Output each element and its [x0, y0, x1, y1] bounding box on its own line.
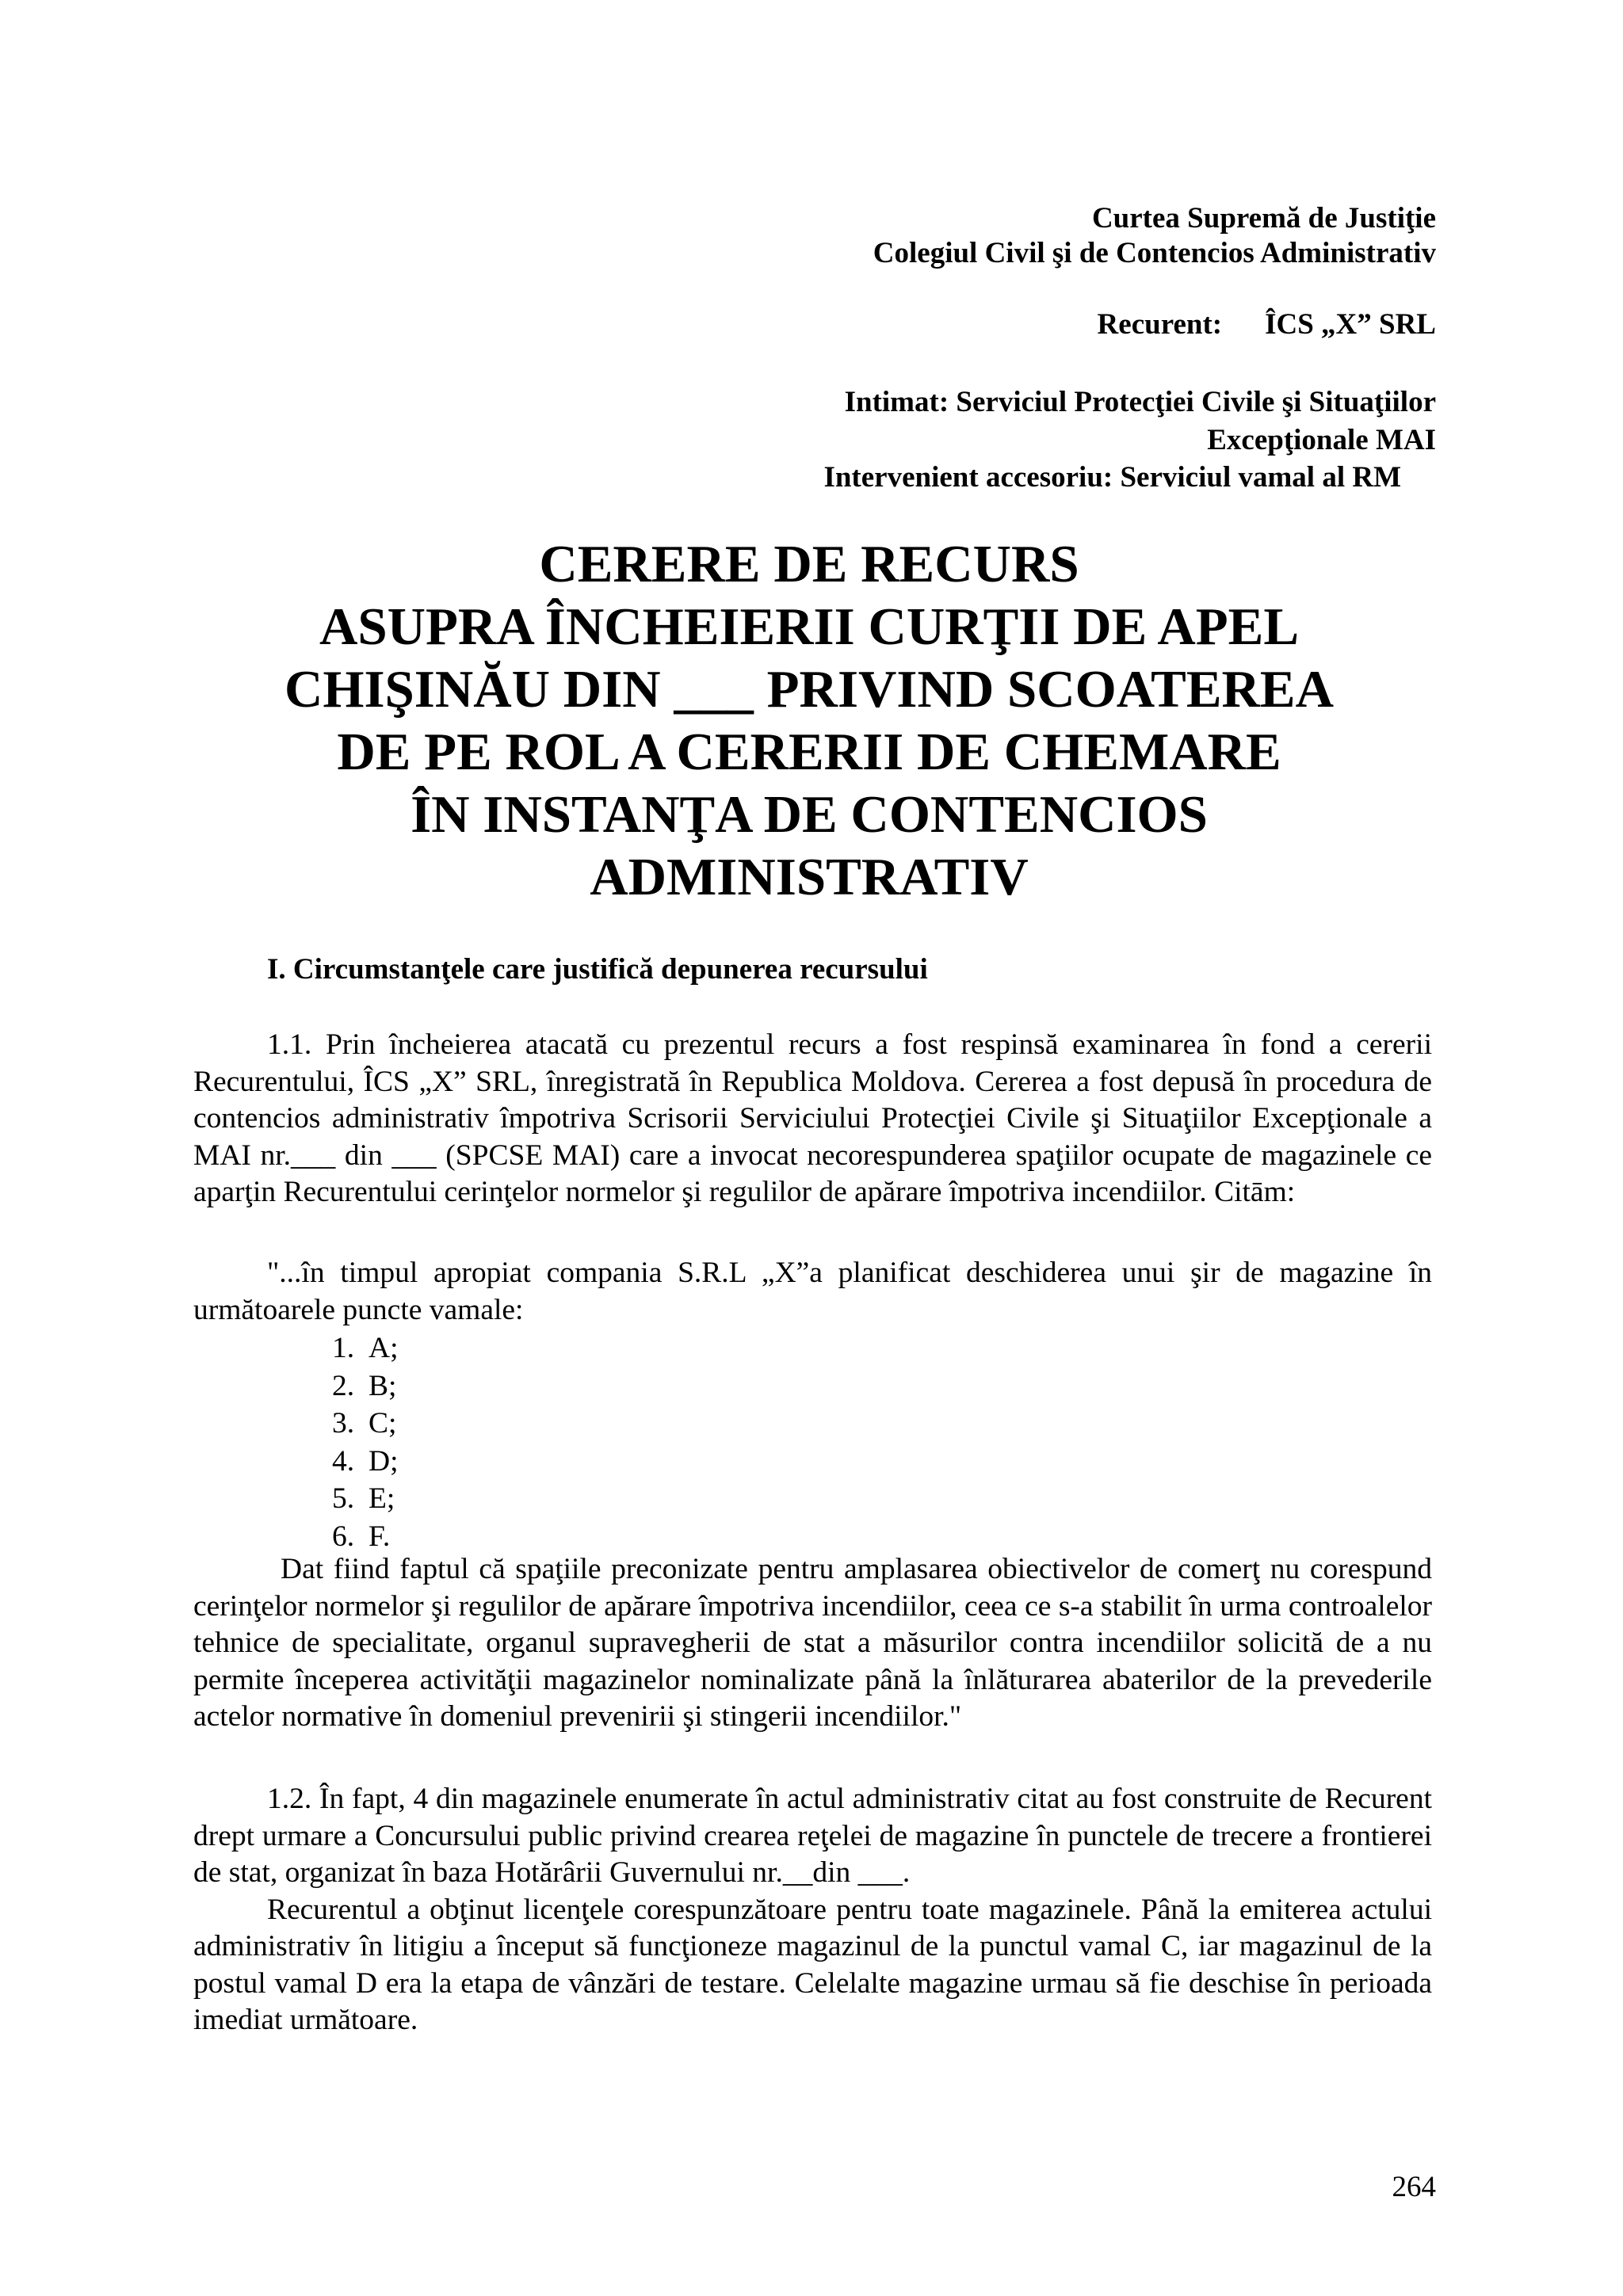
title-line: ÎN INSTANŢA DE CONTENCIOS — [411, 785, 1208, 844]
college-name: Colegiul Civil şi de Contencios Administrativ — [873, 237, 1436, 269]
respondent-line-1: Intimat: Serviciul Protecţiei Civile şi Situaţiilor — [844, 386, 1436, 418]
page-number: 264 — [1392, 2171, 1436, 2203]
list-item: 5. E; — [332, 1482, 395, 1515]
title-line: ASUPRA ÎNCHEIERII CURŢII DE APEL — [319, 597, 1300, 656]
paragraph-1-1: 1.1. Prin încheierea atacată cu prezentul recurs a fost respinsă examinarea în fond a cererii Recurentului, ÎCS „X” SRL, înregistrată în Republica Moldova. Cererea a fost depusă în procedura de contencios administrativ împotriva Scrisorii Serviciului Protecţiei Civile şi Situaţiilor Excepţionale a MAI nr.___ din ___ (SPCSE MAI) care a invocat necorespunderea spaţiilor ocupate de magazinele ce aparţin Recurentului cerinţelor normelor şi regulilor de apărare împotriva incendiilor. Citām: — [193, 1028, 1432, 1208]
paragraph-1-1-block — [193, 1027, 1432, 1211]
quote-intro: "...în timpul apropiat compania S.R.L „X”a planificat deschiderea unui şir de magazine în următoarele puncte vamale: — [193, 1257, 1432, 1326]
paragraph-1-2-continuation: Recurentul a obţinut licenţele corespunzătoare pentru toate magazinele. Până la emiterea actului administrativ în litigiu a început să funcţioneze magazinul de la punctul vamal C, iar magazinul de la postul vamal D era la etapa de vânzări de testare. Celelalte magazine urmau să fie deschise în perioada imediat următoare. — [193, 1893, 1432, 2036]
appellant-value: ÎCS „X” SRL — [1265, 308, 1436, 341]
paragraph-1-2-block — [193, 1781, 1432, 2039]
appellant-line — [1098, 306, 1436, 344]
list-item: 3. C; — [332, 1407, 397, 1440]
respondent-line-2: Excepţionale MAI — [1207, 424, 1436, 456]
title-line: DE PE ROL A CERERII DE CHEMARE — [337, 723, 1281, 781]
title-line: ADMINISTRATIV — [590, 848, 1029, 906]
list-item: 1. A; — [332, 1332, 399, 1364]
document-title — [182, 533, 1436, 909]
customs-points-list — [332, 1329, 399, 1555]
appellant-label: Recurent: — [1097, 308, 1223, 341]
section-heading: I. Circumstanţele care justifică depunerea recursului — [267, 953, 928, 986]
list-item: 4. D; — [332, 1444, 399, 1478]
court-name: Curtea Supremă de Justiţie — [1091, 202, 1436, 235]
title-line: CERERE DE RECURS — [539, 535, 1079, 593]
title-line: CHIŞINĂU DIN ___ PRIVIND SCOATEREA — [284, 660, 1335, 719]
list-item: 6. F. — [332, 1520, 391, 1553]
paragraph-1-2: 1.2. În fapt, 4 din magazinele enumerate în actul administrativ citat au fost construite de Recurent drept urmare a Concursului public privind crearea reţelei de magazine în punctele de trecere a frontierei de stat, organizat în baza Hotărârii Guvernului nr.__din ___. — [193, 1783, 1432, 1889]
quote-continuation: Dat fiind faptul că spaţiile preconizate pentru amplasarea obiectivelor de comerţ nu corespund cerinţelor normelor şi regulilor de apărare împotriva incendiilor, ceea ce s-a stabilit în urma controalelor tehnice de specialitate, organul supravegherii de stat a măsurilor contra incendiilor solicită de a nu permite începerea activităţii magazinelor nominalizate până la înlăturarea abaterilor de la prevederile actelor normative în domeniul prevenirii şi stingerii incendiilor." — [193, 1553, 1432, 1733]
quote-continuation-block — [193, 1551, 1432, 1736]
list-item: 2. B; — [332, 1369, 397, 1402]
intervener-line: Intervenient accesoriu: Serviciul vamal al RM — [823, 461, 1401, 494]
